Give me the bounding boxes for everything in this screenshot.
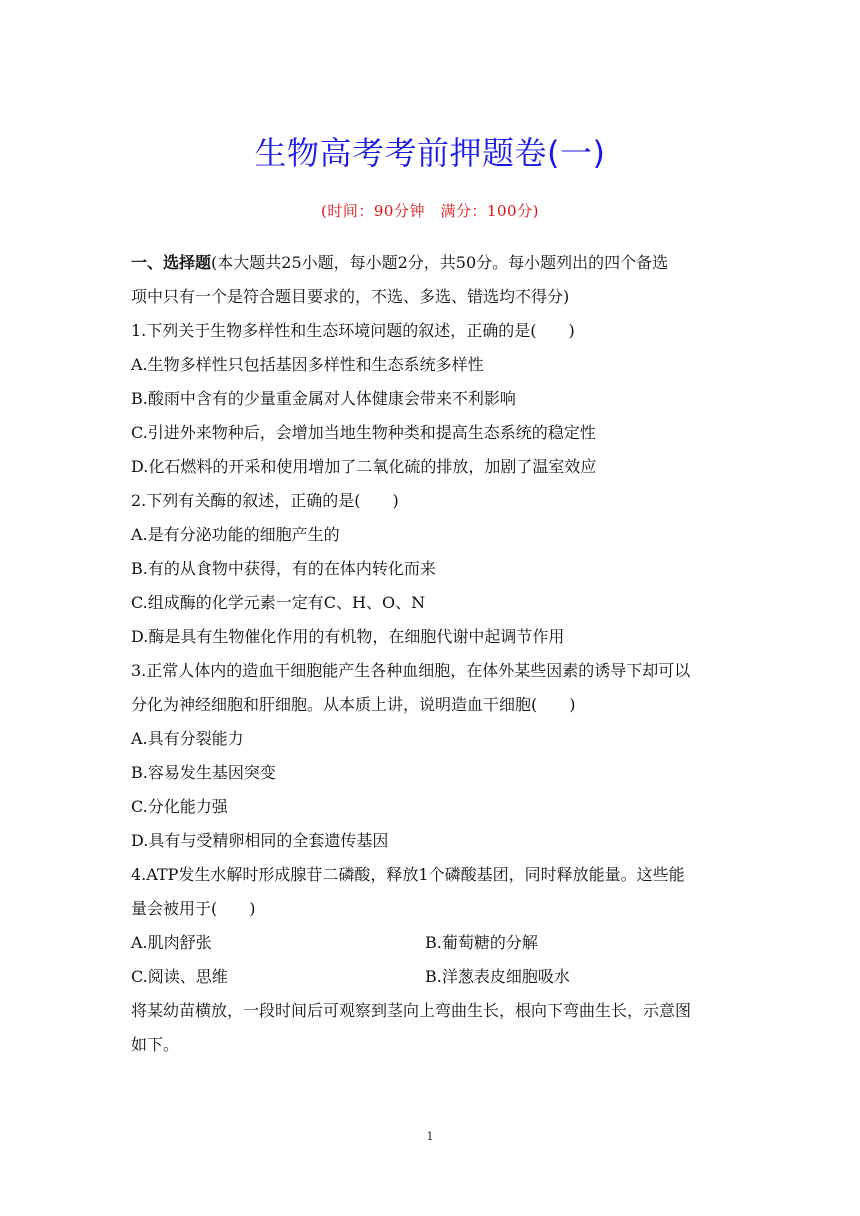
question-3-option-b: B.容易发生基因突变 [131,763,276,782]
question-3-stem: 3.正常人体内的造血干细胞能产生各种血细胞，在体外某些因素的诱导下却可以 [131,661,691,680]
question-2-stem: 2.下列有关酶的叙述，正确的是( ) [131,491,399,510]
question-3-option-a: A.具有分裂能力 [131,729,244,748]
question-4-option-b: B.葡萄糖的分解 [425,933,538,952]
passage-text: 将某幼苗横放，一段时间后可观察到茎向上弯曲生长，根向下弯曲生长，示意图 [131,1001,692,1020]
question-1-option-a: A.生物多样性只包括基因多样性和生态系统多样性 [131,355,484,374]
question-1-stem: 1.下列关于生物多样性和生态环境问题的叙述，正确的是( ) [131,321,575,340]
question-1-option-c: C.引进外来物种后，会增加当地生物种类和提高生态系统的稳定性 [131,423,596,442]
question-1-option-b: B.酸雨中含有的少量重金属对人体健康会带来不利影响 [131,389,516,408]
question-4-option-c: C.阅读、思维 [131,967,228,986]
section-heading: 一、选择题 [131,253,212,272]
question-3-option-c: C.分化能力强 [131,797,228,816]
page-number: 1 [426,1130,434,1143]
question-4-options-row-1 [131,926,731,960]
question-4-stem: 4.ATP发生水解时形成腺苷二磷酸，释放1个磷酸基团，同时释放能量。这些能 [131,865,685,884]
question-4-stem-cont: 量会被用于( ) [131,899,256,918]
question-4-option-d: B.洋葱表皮细胞吸水 [425,967,570,986]
exam-info: (时间：90分钟 满分：100分) [321,202,539,220]
page-title: 生物高考考前押题卷(一) [254,134,606,172]
section-intro-text: (本大题共25小题，每小题2分，共50分。每小题列出的四个备选 [211,253,669,272]
question-2-option-d: D.酶是具有生物催化作用的有机物，在细胞代谢中起调节作用 [131,627,565,646]
question-4-options-row-2 [131,960,731,994]
question-3-option-d: D.具有与受精卵相同的全套遗传基因 [131,831,389,850]
question-2-option-c: C.组成酶的化学元素一定有C、H、O、N [131,593,426,612]
question-2-option-b: B.有的从食物中获得，有的在体内转化而来 [131,559,436,578]
question-3-stem-cont: 分化为神经细胞和肝细胞。从本质上讲，说明造血干细胞( ) [131,695,576,714]
passage-text-cont: 如下。 [131,1035,180,1054]
question-4-option-a: A.肌肉舒张 [131,933,212,952]
question-1-option-d: D.化石燃料的开采和使用增加了二氧化硫的排放，加剧了温室效应 [131,457,597,476]
exam-content [131,246,731,1062]
section-intro-cont: 项中只有一个是符合题目要求的，不选、多选、错选均不得分) [131,287,570,306]
section-intro [131,246,731,280]
question-2-option-a: A.是有分泌功能的细胞产生的 [131,525,340,544]
